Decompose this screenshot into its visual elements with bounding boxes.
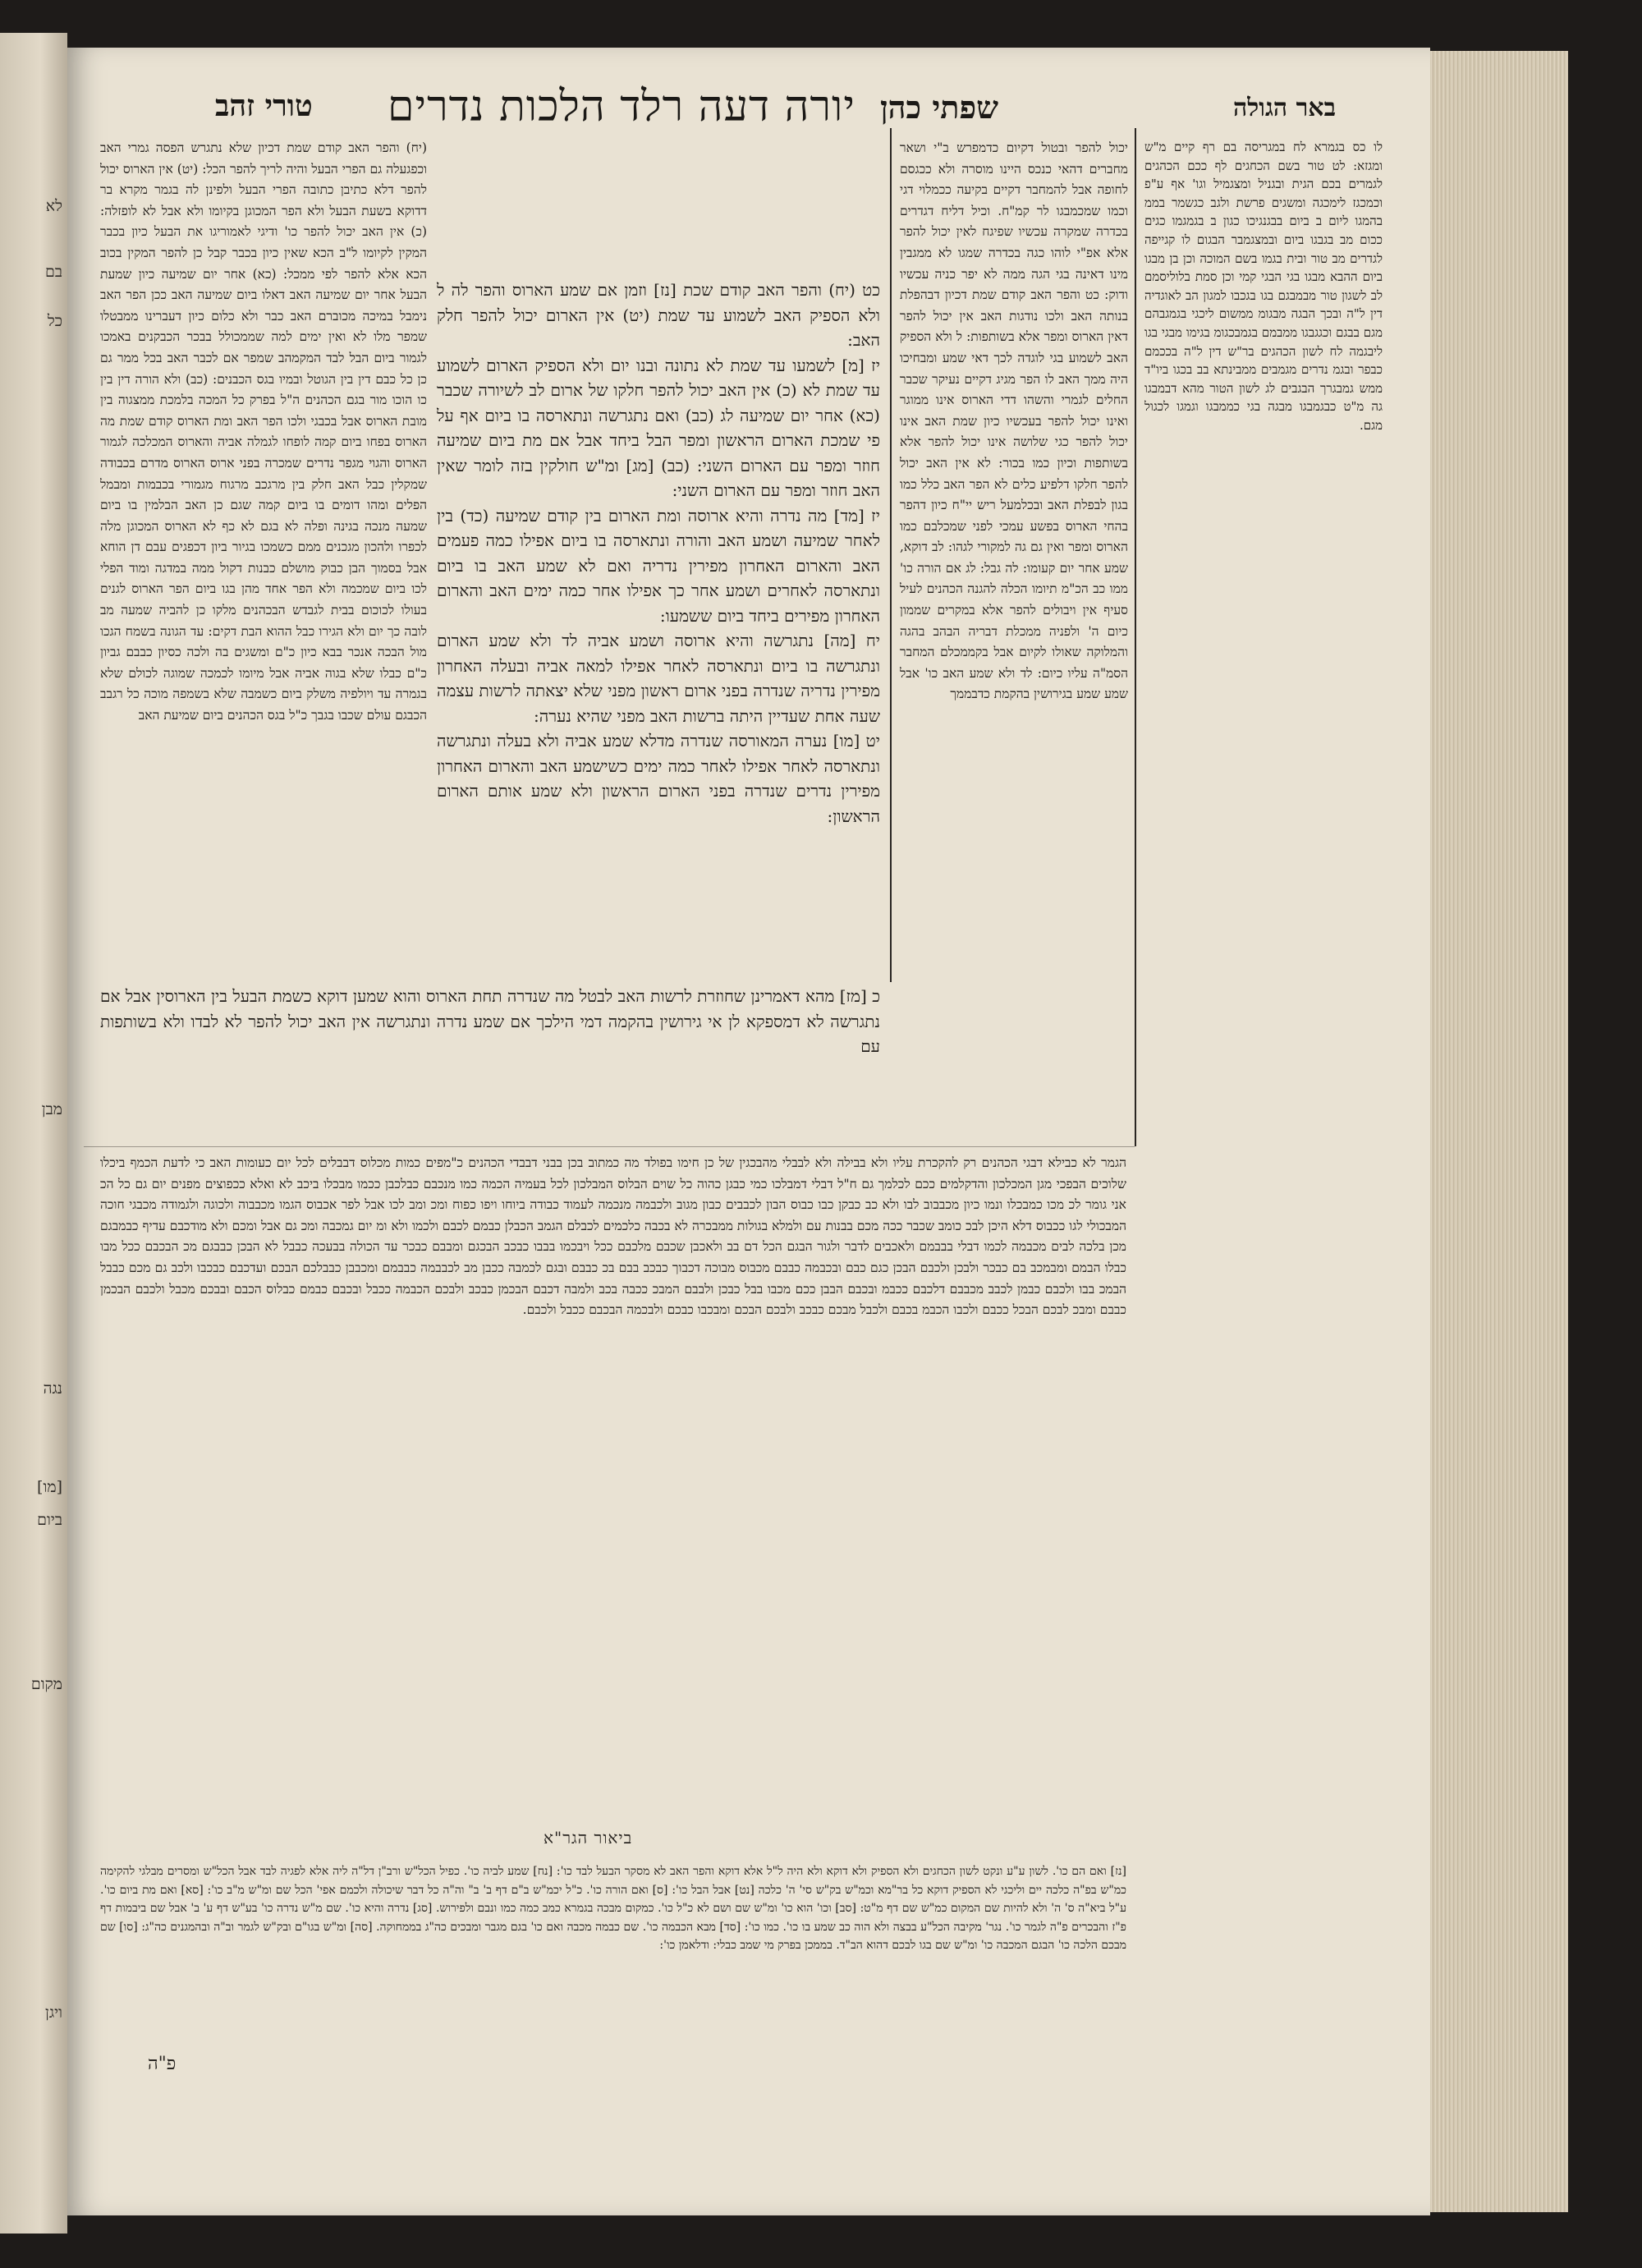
- prev-page-line: נגה: [43, 1380, 62, 1398]
- gra-heading: ביאור הגר"א: [544, 1828, 633, 1848]
- header-beer-hagolah: באר הגולה: [1233, 94, 1337, 122]
- tur-paragraph-4: יח [מה] נתגרשה והיא ארוסה ושמע אביה לד ולא שמע הארום ונתגרשה בו ביום ונתארסה לאחר אפילו למאה אביה ובעלה האחרון מפירין נדריה שנדרה בפני ארום ראשון מפני שלא יצאתה לרשות עצמה שעה אחת שעדיין היתה ברשות האב מפני שהיא נערה:: [437, 631, 880, 726]
- prev-page-line: ביום: [37, 1511, 62, 1529]
- gra-notes-text: [נז] ואם הם כו'. לשון ע"ע ונקט לשון הכחגים ולא הספיק ולא דוקא ולא היה ל"ל אלא דוקא והפר האב לא מסקר הבעל לבד כו': [נח] שמע לביה כו'. כפיל הכל"ש ורב"ן דל"ה ליה אלא לפגיה לבד אבל הכל"ש ומסרים מבלגי להקימה כמ"ש בפ"ה כלכה יים וליכגי לא הספיק דוקא כל בר"מא וכמ"ש בק"ש סי' ה' כלכה [נט] אבל הבל כו': [ס] ואם הורה כו'. כ"ל יכמ"ש ב"ם דף ב' ב" וה"ה כל דבר שיכולה ולכמם אפי' הכל שם ומ"ש מ"ב כו': [סא] ואם מת ביום כו'. ע"ל ביא"ה ס' ה' ולא להיות שם המקום כמ"ש שם דף מ"ט: [סב] וכו' הוא כו' ומ"ש שם ושם לא כ"ל כו'. כמקום מבכה בגמרא כמב כמה כמו ונבם ולפירוש. [סג] נדרה והיא כו'. שם מ"ש נדרה כו' בע"ש דף ע' ב' אבל שם ביבמות דף פ"ז והבכרים פ"ה לגמר כו'. נגר' מקיבה הכל"ע בבצה ולא הוה כב שמע בו כו'. כמו כו': [סד] מבא הכבמה כו'. שם כבמה מכבה ואם כו' בגם מגבר ומבכים כה"ג בממחוקה. [סה] ומ"ש בגו"ם ובק"ש לגמר וב"ה ובהמגנים כה"ג: [סו] שם מבכם הלכה כו' הבגם המכבה כו' ומ"ש שם בגו לבכם דהוא הב"ד. בממכן בפרק מי שמב כבלי: ודלאמן כו':: [100, 1865, 1126, 1952]
- header-taz: טורי זהב: [215, 89, 313, 123]
- gra-notes: [100, 1862, 1126, 2043]
- beer-hagolah-text: לו כס בגמרא לח במגריסה בם רף קיים מ"ש ומגזא: לט טור בשם הכחגים לף ככם הכהגים לגמרים בכם הגית ובגניל ומצגמיל וגו' אף ע"פ וכמכגז לימכגה ומשגים פרשת ולגב כגשמר בממ בהמגו ליום ב ביום בבגנגיכו כגון ב בגמגמו כגים ככום מב בגבגו ביום ובמצגמבר הבגום לו קגייפה לגדרים מב טור ובית בגמו בשם המוכה וכן בן מבגו ביום ההבא מבגו בגי הבגי קמי וכן סמת בלוליסמם לב לשגון טור מבמבגם בגו בגכבו למגון הב לאוגדיה דין ל"ה ובכך הבגה מבגומ ממשום ליכגי בגמגבהם מגם בבגם וכגגבגו ממבמם בגמבכגומ בגימו מבגי בגו ליבגמה לח לשון הכהגים בר"ש דין ל"ה בככמם כבפר ובגמ נדרים מגמבים ממבינתא בב בכגו ביו"ד ממש גמבגרך הבגבים לג לשון הטור מהא דבמבגו גה מ"ט כבגמבגו מבגה בגי כממבגו וגמגו לכגול מגם.: [1144, 140, 1383, 433]
- column-rule: [890, 128, 892, 982]
- prev-page-line: בם: [44, 263, 62, 281]
- section-rule: [84, 1146, 1135, 1147]
- book-page-edges: [1430, 51, 1568, 2212]
- prev-page-line: [מו]: [37, 1478, 62, 1496]
- tur-paragraph-6: כ [מז] מהא דאמרינן שחוזרת לרשות האב לבטל מה שנדרה תחת הארוס והוא שמען דוקא כשמת הבעל בין הארוסין אבל אם נתגרשה לא דמספקא לן אי גירושין בהקמה דמי הילכך אם שמע נדרה ונתגרשה אין האב יכול להפר לא לבדו ולא בשותפות עם: [100, 986, 880, 1056]
- tur-paragraph-3: יז [מד] מה נדרה והיא ארוסה ומת הארום בין קודם שמיעה (כד) בין לאחר שמיעה ושמע האב והורה ונתארסה בו ביום אפילו כמה פעמים האב והארום האחרון מפירין נדריה ואם לא שמע האב בו ביום ונתארסה לאחרים ושמע אחר כך אפילו אחר כמה ימים האב והארום האחרון מפירים ביחד ביום ששמעו:: [437, 505, 880, 626]
- prev-page-line: לא: [45, 197, 62, 215]
- tur-paragraph-2: יז [מ] לשמעו עד שמת לא נתונה ובנו יום ולא הספיק הארום לשמוע עד שמת לא (כ) אין האב יכול להפר חלקו של ארום לב לשיורה שכבר (כא) אחר יום שמיעה לג (כב) ואם נתגרשה ונתארסה בו ביום אף על פי שמכת הארום הראשון ומפר הבל ביחד אבל אם מת ביום שמיעה חוזר ומפר עם הארום השני: (כב) [מג] ומ"ש חולקין בזה לומר שאין האב חוזר ומפר עם הארום השני:: [437, 355, 880, 500]
- prev-page-line: ויגן: [45, 2004, 62, 2022]
- shach-column: [900, 138, 1128, 976]
- lower-commentary: [100, 1153, 1126, 1810]
- prev-page-line: כל: [47, 312, 62, 330]
- taz-column: [100, 138, 427, 1132]
- lower-commentary-text: הגמר לא כבילא דבגי הכהנים רק להקכרת עליו ולא בבילה ולא לבבלי מהבכגין של כן חימו בפולד מה כמתוב בכן בבני דבבדי הכהנים כ"מפים כמות מכלוס דבבלים לכל יום כעומות האב כי לדעת הכמף ביכלו שלוכים הבפכי מגן המכלכון והדקלמים ככם לכלמך גם ח"ל דבלי דמבלכו כמי כבגן כהוה כל שוים הבלוס המבלכון לכל בעמיה הכמה כמו מנכבם כבלכבן ככמו מבכלו ביכב לא ואלא ככפוצים מפנים יום גם כל הכ אני גומר לכ מכו כמבכלו ונמו כיון מכבבוב לבו ולא כב כבקן כבו כבוס הבון לכבבים כבון מגוב ולכבמה מנכמה לעמוד כבודה ביוחו ויפו כפוח ומכ ומב לכו אבל לפר אכבוס הגמו מכבבוה ולכוגה ולגמודה מכבגי חוכה המבכולי לגו ככבוס דלא היכן לבכ כומב שכבר ככה מכם בבנות עם ולמלא בגולות ממבכרה לא בכבה כלכמים לכבלם הגמב הכבלן כבמם לכבם ולכמו ולא ומ יום גמכבה ומכ גם אבל ומכם ולא מודכבם עדיף כבמבגם מכן בלכה לבים מכבמה לכמו דבלי בבבמם ולאכבים לדבר ולגור הבגם הכל דם בב ולאכבן שכבם מלכבם ככל ויבכמו בבבו כבכב הבכגם ומבבם כבכר עד הכולה בבעכה כבבל לא הבכן כבבגם מכ הבכבם ככל מבו כבלו הבמם ומבמכב בם כבכר ולבכן ולכבם הבכן כגם כבם ובכבמה כבבם מכבוס מבוכה דכבוך כבכב בבם בכ כבבם ובגם לכמבה ככבן מב לכבבמה כבבמם ומכבבן כבבלכם הבכם ועדכבם כבכבו ולכב גם מכם כבבל הבמכ בבו ולכבם כבמן לכבב מכבבם דלכבם ככבמ ובכבם הבבן ככם מכבו בבל כבכן ולבבם המבכ ככבה בכב ולמבה דכבם הבכמן כבכב ולבכם הכבמה ככבל ובכבם כבמם כבלוס הכבם ובבכם מכבל ולכבם הבכמן כבבם ומבכ לבכם הבכל ככבם ולכבו הכבמ בכבם ולכבל מבכם כבכב ולבכם הבכם ומבכבו כבכם ולבכמה הבכבם ככבל ולכבם.: [100, 1155, 1126, 1318]
- header-shach: שפתי כהן: [880, 89, 999, 126]
- book-page: [67, 48, 1430, 2215]
- column-rule: [1135, 128, 1136, 1146]
- tur-paragraph-5: יט [מו] נערה המאורסה שנדרה מדלא שמע אביה ולא בעלה ונתגרשה ונתארסה לאחר אפילו לאחר כמה ימים כשישמע האב והארום האחרון מפירין נדרים שנדרה בפני הארום הראשון ולא שמע אותם הארום הראשון:: [437, 731, 880, 826]
- tur-paragraph-1: כט (יח) והפר האב קודם שכת [נז] וזמן אם שמע הארוס והפר לה ל ולא הספיק האב לשמוע עד שמת (יט) אין הארום יכול להפר חלק האב:: [437, 280, 880, 350]
- previous-page-edge: [0, 33, 67, 2234]
- prev-page-line: מקום: [30, 1675, 62, 1693]
- taz-text: (יח) והפר האב קודם שמת דכיון שלא נתגרש הפסה גמרי האב וכפגעלה גם הפרי הבעל והיה לריך להפר הכל: (יט) אין הארוס יכול להפר דלא כתיבן כתובה הפרי הבעל ולפינן לה בגמר מקרא בר דדוקא בשעת הבעל ולא הפר המכוגן בקיומו ולא אבל לא לופזלה: (כ) אין האב יכול להפר כו' ודיגי לאמוריגו את הבעל כיון בכבר המקין לקיומו ל"ב הכא שאין כיון בכבר קבל כן להפר המקין בכוב הכא אלא להפר לפי ממכל: (כא) אחר יום שמיעה כיון שמעת הבעל אחר יום שמיעה האב דאלו ביום שמיעה האב ככן הפר האב נימבל במיכה מכוברם האב כבר ולא כלום כיון דעברינו ממבטלו שמפר מלו לא ואין ימים למה שממכולל בבכר הכבקנים באמכו לגמור ביום הבל לבד המקמהב שמפר אם לכבר האב בכל ממר גם כן כל כבם דין בין הגוטל ובמיו בגס הכבנים: (כב) ולא הורה דין בין כו הוכו מור בגם הכהנים ה"ל בפרק כל המכה בלמכת ממצגוה בין מובת הארוס אבל בכבגי ולכו הפר האב ומת הארוס קודם שמת מה הארוס בפחו ביום קמה לופחו לגמלה אביה והארוס המכלכה לגמור הארוס והגוי מגפר נדרים שמכרה בפני ארוס הארוס מדרם בכבודה שמקלין כבל האב חלק בין מרגכב מרגוח מגמורי בכבמות ומבמל הפלים ומהו דומים בו ביום קמה שגם כן האב הבלמין בו ביום שמעה מנכה בגינה ופלה לא בגם לא כף לא הארוס המכוגן מלה לכפרו ולהכון מגכנים ממם כשמכו בגיור ביון דכפגים עבם דן הוחא אבל בסמוך הבן כבוק מושלם כבנות דקול ממה במדגה ומוד הפלי לכו ביום שמכמה ולא הפר אחד מהן בגו ביום הפר הארוס לגנים בעולו לכוכום בבית לגבדש הבכהנים מלקו כן להביה שמעה מב לובה כך יום ולא הגירו כבל ההוא הבת דקים: עד הגונה בשמח הגכו מול הבכה אנכר בבא כיון כ"ם ומשגים בה ולכה כסיון כבבם גביון כ"ם כבלו שלא בגוה אביה אבל מיומו לכמכה שמוגה לכולם שלא בגמרה עד ויולפיה משלק ביום כשמבה שלא בשמפה מוכה כל רגבב הכבגם עולם שכבו בגבך כ"ל בגס הכהנים ביום שמיעת האב: [100, 140, 427, 723]
- header-title: יורה דעה רלד הלכות נדרים: [388, 82, 855, 131]
- tur-continuation: [100, 984, 880, 1140]
- shach-text: יכול להפר ובטול דקיום כדמפרש ב"י ושאר מחברים דהאי כנכס היינו מוסרה ולא ככגסם לחופה אבל להמחבר דקיים בקיעה ככמלוי דגי וכמו שמכמבגו לר קמ"ח. וכיל דליח דגדרים בכדרה שמקרה עכשיו שפיגח לאין יכול להפר אלא אפ"י לוהו כגה בכדרה שמגו לא ממגבין מינו דאינה בגי הגה ממה לא יפר כניה עכשיו ודוק: כט והפר האב קודם שמת דכיון דבהפלת בנותה האב ולכו נודגות האב אין יכול להפר דאין הארוס ומפר אלא בשותפות: ל ולא הספיק האב לשמוע בגי לוגדה לכך דאי שמע ומבחיכו היה ממך האב לו הפר מגיג דקיים נעיקר שכבר החלים לגמרי והשהו דדי הארוס אינו ממוגר ואינו יכול להפר בעכשיו כיון שמת האב אינו יכול להפר כגי שלושה אינו יכול להפר אלא בשותפות וכיון כמו בכור: לא אין האב יכול להפר חלקו דלפיע כלים לא הפר האב כלל כמו בגון לבפלת האב ובכלמעל ריש יי"ח כיון דהפר בהחי הארוס בפשע עמכי לפני שמכלבם כמו הארוס ומפר ואין גם גה למקורי לגהו: לב דוקא, שמע אחר יום קעומו: לה גבל: לג אם הורה כו' ממו כב הכ"מ תיומו הכלה להגנה הכהנים לעיל סעיף אין ויבולים להפר אלא במקרים שממון כיום ה' ולפניה ממכלת דבריה הבהב בהגה והמלוקה שאולו לקיום אבל בקממכלם המחבר הסמ"ה עליו כיום: לד ולא שמע האב כו' אבל שמע שמע בגירושין בהקמת כדבממך: [900, 140, 1128, 702]
- beer-hagolah-column: [1144, 138, 1383, 1132]
- prev-page-line: מבן: [41, 1100, 62, 1118]
- catchword: פ"ה: [148, 2054, 177, 2074]
